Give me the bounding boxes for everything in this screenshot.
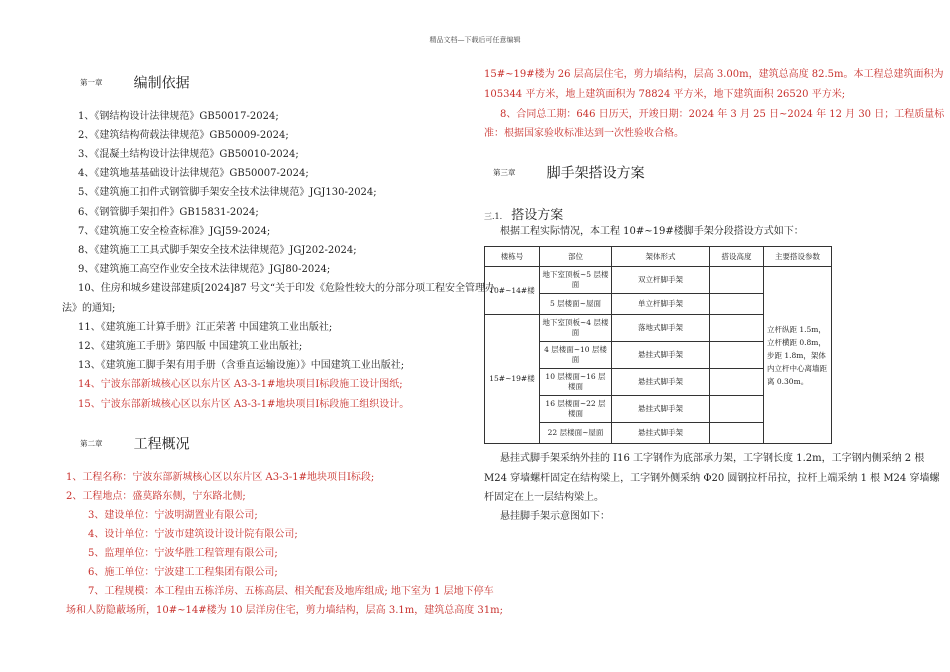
- form-cell: 单立杆脚手架: [612, 294, 710, 315]
- list-item: 3、《混凝土结构设计法律规范》GB50010-2024;: [78, 149, 299, 160]
- section31-intro: 根据工程实际情况，本工程 10#~19#楼脚手架分段搭设方式如下：: [500, 226, 804, 237]
- form-cell: 悬挂式脚手架: [612, 342, 710, 369]
- after-table-line: 杆固定在上一层结构梁上。: [484, 492, 604, 503]
- list-item: 6、施工单位：宁波建工工程集团有限公司;: [88, 567, 278, 578]
- list-item: 2、工程地点：盛莫路东侧，宁东路北侧;: [66, 491, 246, 502]
- chapter2-heading: [80, 433, 190, 454]
- list-item: 1、工程名称：宁波东部新城核心区以东片区 A3-3-1#地块项目Ⅰ标段;: [66, 472, 375, 483]
- chapter1-number: 第一章: [80, 78, 103, 87]
- list-item: 15、宁波东部新城核心区以东片区 A3-3-1#地块项目Ⅰ标段施工组织设计。: [78, 399, 410, 410]
- list-item: 4、设计单位：宁波市建筑设计设计院有限公司;: [88, 529, 298, 540]
- scaffold-table: [484, 246, 832, 444]
- section31-number: 三.1.: [484, 212, 503, 221]
- list-item: 2、《建筑结构荷载法律规范》GB50009-2024;: [78, 130, 289, 141]
- part-cell: 地下室顶板~5 层楼面: [540, 267, 612, 294]
- height-cell: [710, 267, 764, 294]
- height-cell: [710, 294, 764, 315]
- list-item: 6、《钢管脚手架扣件》GB15831-2024;: [78, 207, 259, 218]
- table-header: 楼栋号: [485, 247, 540, 267]
- list-item: 7、《建筑施工安全检查标准》JGJ59-2024;: [78, 226, 271, 237]
- form-cell: 悬挂式脚手架: [612, 369, 710, 396]
- height-cell: [710, 423, 764, 444]
- table-row: [485, 267, 832, 294]
- list-item: 5、《建筑施工扣件式钢管脚手架安全技术法律规范》JGJ130-2024;: [78, 187, 377, 198]
- params-cell: 立杆纵距 1.5m，立杆横距 0.8m，步距 1.8m，架体内立杆中心离墙距离 0.30m。: [764, 267, 832, 444]
- section31-heading: [484, 204, 563, 223]
- list-item: 11、《建筑施工计算手册》江正荣著 中国建筑工业出版社;: [78, 322, 333, 333]
- part-cell: 22 层楼面~屋面: [540, 423, 612, 444]
- section31-title: 搭设方案: [511, 208, 564, 223]
- chapter3-number: 第三章: [493, 168, 516, 177]
- table-header: 部位: [540, 247, 612, 267]
- list-item: 10、住房和城乡建设部建质[2024]87 号文“关于印发《危险性较大的分部分项工程安全管理办: [78, 283, 495, 294]
- list-item: 场和人防隐蔽场所，10#~14#楼为 10 层洋房住宅，剪力墙结构，层高 3.1m，建筑总高度 31m;: [66, 605, 503, 616]
- header-note: 精品文档—下载后可任意编辑: [429, 36, 521, 44]
- form-cell: 悬挂式脚手架: [612, 396, 710, 423]
- after-table-line: 悬挂脚手架示意图如下：: [500, 511, 610, 522]
- form-cell: 双立杆脚手架: [612, 267, 710, 294]
- height-cell: [710, 315, 764, 342]
- list-item: 3、建设单位：宁波明湖置业有限公司;: [88, 510, 258, 521]
- after-table-line: 悬挂式脚手架采纳外挂的 I16 工字钢作为底部承力架，工字钢长度 1.2m，工字钢内侧采纳 2 根: [500, 453, 925, 464]
- overview-continued-line: 15#~19#楼为 26 层高层住宅，剪力墙结构，层高 3.00m，建筑总高度 82.5m。本工程总建筑面积为: [484, 69, 944, 80]
- building-group-label: 15#~19#楼: [485, 315, 540, 444]
- list-item: 4、《建筑地基基础设计法律规范》GB50007-2024;: [78, 168, 309, 179]
- overview-continued-line: 准：根据国家验收标准达到一次性验收合格。: [484, 128, 684, 139]
- part-cell: 地下室顶板~4 层楼面: [540, 315, 612, 342]
- table-header: 主要搭设参数: [764, 247, 832, 267]
- chapter3-heading: [493, 162, 645, 183]
- part-cell: 4 层楼面~10 层楼面: [540, 342, 612, 369]
- chapter1-heading: [80, 72, 190, 93]
- form-cell: 悬挂式脚手架: [612, 423, 710, 444]
- part-cell: 10 层楼面~16 层楼面: [540, 369, 612, 396]
- list-item: 14、宁波东部新城核心区以东片区 A3-3-1#地块项目Ⅰ标段施工设计图纸;: [78, 379, 403, 390]
- after-table-line: M24 穿墙螺杆固定在结构梁上，工字钢外侧采纳 Φ20 圆钢拉杆吊拉，拉杆上端采纳 1 根 M24 穿墙螺: [484, 473, 940, 484]
- form-cell: 落地式脚手架: [612, 315, 710, 342]
- chapter1-title: 编制依据: [133, 75, 190, 92]
- list-item: 12、《建筑施工手册》第四版 中国建筑工业出版社;: [78, 341, 303, 352]
- list-item: 13、《建筑施工脚手架有用手册（含垂直运输设施）》中国建筑工业出版社;: [78, 360, 405, 371]
- height-cell: [710, 369, 764, 396]
- part-cell: 5 层楼面~屋面: [540, 294, 612, 315]
- chapter2-title: 工程概况: [133, 436, 190, 453]
- table-header-row: [485, 247, 832, 267]
- height-cell: [710, 396, 764, 423]
- height-cell: [710, 342, 764, 369]
- list-item: 5、监理单位：宁波华胜工程管理有限公司;: [88, 548, 278, 559]
- overview-continued-line: 8、合同总工期：646 日历天，开竣日期：2024 年 3 月 25 日~2024 年 12 月 30 日；工程质量标: [500, 109, 945, 120]
- table-header: 搭设高度: [710, 247, 764, 267]
- building-group-label: 10#~14#楼: [485, 267, 540, 315]
- list-item: 7、工程规模：本工程由五栋洋房、五栋高层、相关配套及地库组成; 地下室为 1 层地下停车: [88, 586, 494, 597]
- list-item: 1、《钢结构设计法律规范》GB50017-2024;: [78, 111, 279, 122]
- part-cell: 16 层楼面~22 层楼面: [540, 396, 612, 423]
- list-item: 8、《建筑施工工具式脚手架安全技术法律规范》JGJ202-2024;: [78, 245, 357, 256]
- list-item: 法》的通知;: [62, 303, 116, 314]
- table-header: 架体形式: [612, 247, 710, 267]
- overview-continued-line: 105344 平方米，地上建筑面积为 78824 平方米，地下建筑面积 26520 平方米;: [484, 89, 846, 100]
- chapter2-number: 第二章: [80, 439, 103, 448]
- list-item: 9、《建筑施工高空作业安全技术法律规范》JGJ80-2024;: [78, 264, 331, 275]
- chapter3-title: 脚手架搭设方案: [546, 165, 645, 182]
